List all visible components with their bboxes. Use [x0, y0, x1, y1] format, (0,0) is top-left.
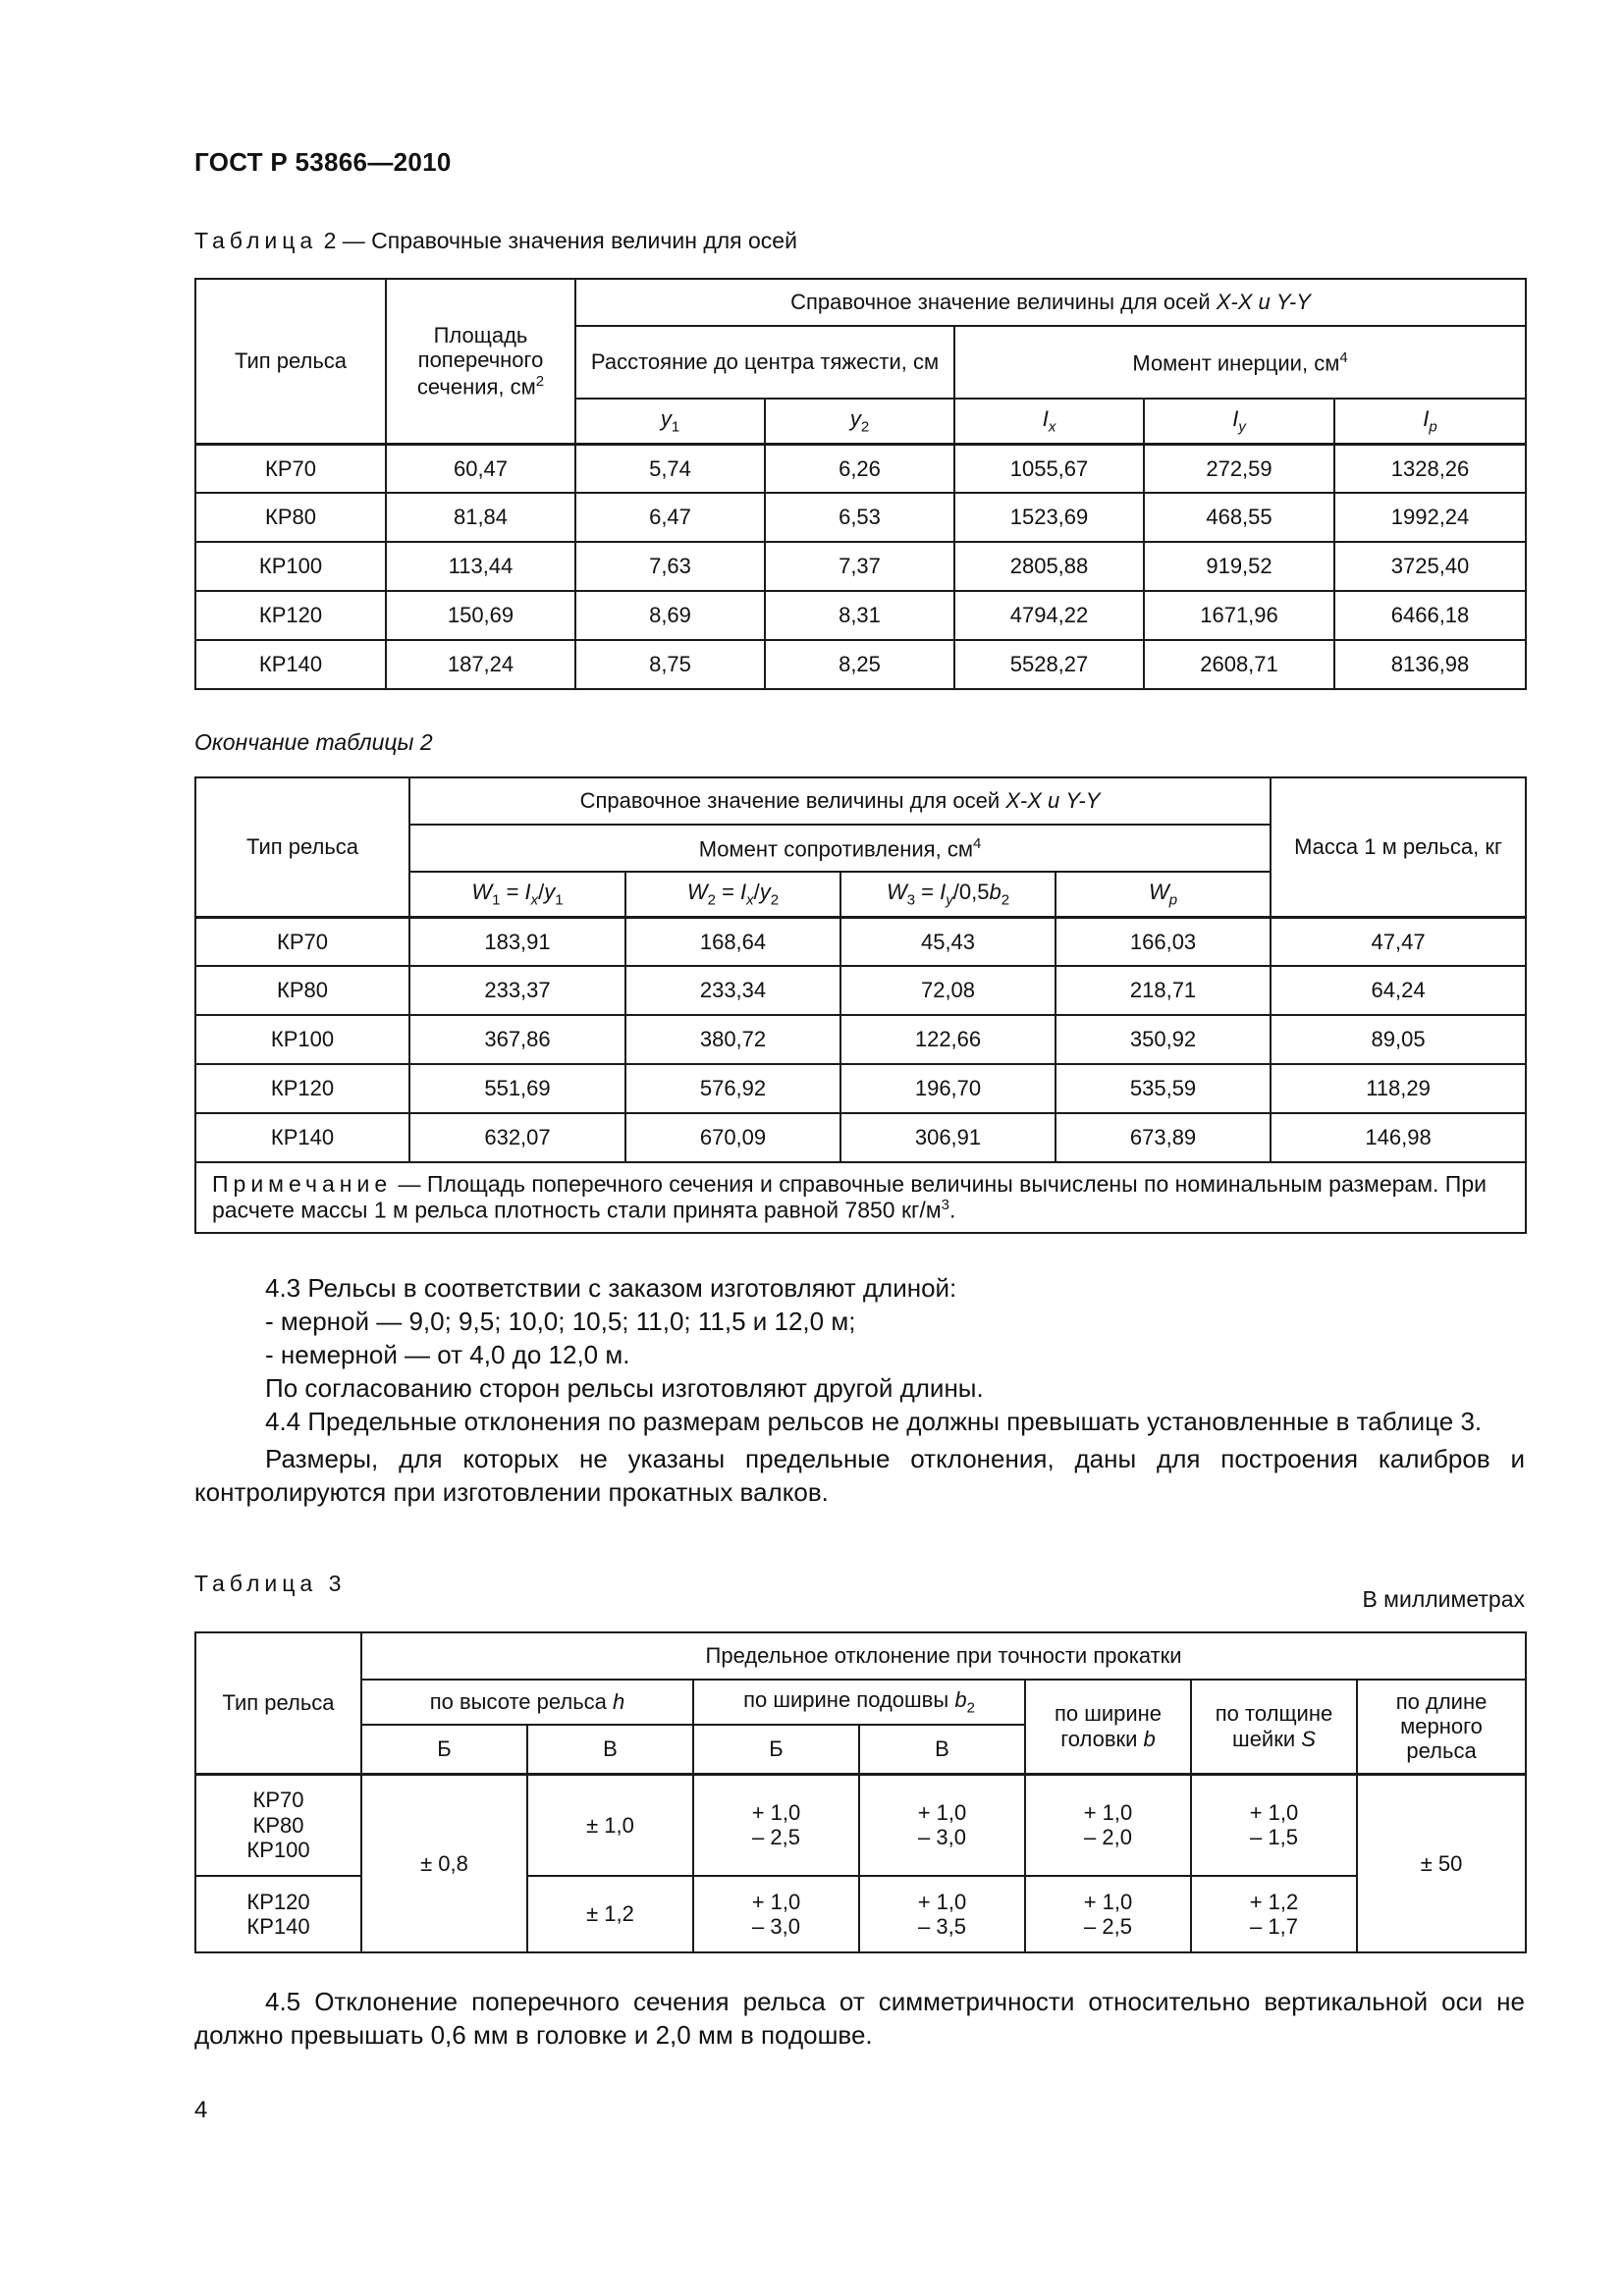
table-cell: 7,63 — [575, 542, 765, 591]
table-row — [195, 1015, 1526, 1064]
list-item: - мерной — 9,0; 9,5; 10,0; 10,5; 11,0; 11,5 и 12,0 м; — [265, 1307, 856, 1336]
table-row — [195, 591, 1526, 640]
table2-caption-text: 2 — Справочные значения величин для осей — [317, 228, 797, 253]
table-cell: 183,91 — [409, 917, 625, 966]
table-cell: КР80 — [195, 966, 409, 1015]
table-cell: 113,44 — [386, 542, 575, 591]
table-cell: 8,69 — [575, 591, 765, 640]
table3-body — [195, 1774, 1526, 1952]
table-cell: 146,98 — [1271, 1113, 1526, 1162]
table-cell: КР80 — [195, 493, 386, 542]
list-item: - немерной — от 4,0 до 12,0 м. — [265, 1340, 630, 1369]
table-cell: ± 0,8 — [361, 1774, 527, 1952]
table-cell: 89,05 — [1271, 1015, 1526, 1064]
table3 — [194, 1631, 1527, 1953]
table-cell: 47,47 — [1271, 917, 1526, 966]
table3-header-head: по ширине головки b — [1025, 1680, 1191, 1774]
table2-caption — [194, 228, 797, 254]
table-cell: 551,69 — [409, 1064, 625, 1113]
table2-header-distance: Расстояние до центра тяжести, см — [575, 326, 954, 399]
table2b-header-w2: $W_2 = I_x/y_2$ — [625, 872, 840, 917]
table-cell: 673,89 — [1056, 1113, 1271, 1162]
table-cell: 5,74 — [575, 444, 765, 493]
table-cell: 7,37 — [765, 542, 954, 591]
table-cell: 233,37 — [409, 966, 625, 1015]
table3-header-width-b: Б — [693, 1725, 859, 1774]
table2b — [194, 776, 1527, 1234]
table-cell: 72,08 — [840, 966, 1056, 1015]
table2-header-area: Площадь поперечного сечения, $см^2$ — [386, 279, 575, 444]
table-cell: 1055,67 — [954, 444, 1144, 493]
table-cell: 122,66 — [840, 1015, 1056, 1064]
table-cell: ± 1,2 — [527, 1876, 693, 1952]
table-cell: 150,69 — [386, 591, 575, 640]
table-cell: 196,70 — [840, 1064, 1056, 1113]
table-cell: 81,84 — [386, 493, 575, 542]
table-cell: 670,09 — [625, 1113, 840, 1162]
page-number: 4 — [194, 2097, 208, 2123]
table-cell: КР120 КР140 — [195, 1876, 361, 1952]
table2b-header-mass: Масса 1 м рельса, кг — [1271, 777, 1526, 917]
table2-header-y1: $y_1$ — [575, 399, 765, 444]
table-cell: КР100 — [195, 542, 386, 591]
table-note: Примечание — Площадь поперечного сечения и справочные величины вычислены по номинальным размерам. При расчете массы 1 м рельса плотность стали принята равной 7850 $кг/м^3$. — [195, 1162, 1526, 1233]
table-cell: + 1,0 – 3,0 — [693, 1876, 859, 1952]
table-cell: 118,29 — [1271, 1064, 1526, 1113]
body-section-1 — [194, 1271, 1525, 1509]
table2b-caption: Окончание таблицы 2 — [194, 729, 433, 755]
table-cell: 2608,71 — [1144, 640, 1334, 689]
table2b-header-w1: $W_1 = I_x/y_1$ — [409, 872, 625, 917]
table3-header-width: по ширине подошвы $b_2$ — [693, 1680, 1025, 1725]
table-cell: 4794,22 — [954, 591, 1144, 640]
table3-header-neck: по толщине шейки S — [1191, 1680, 1357, 1774]
table-cell: 8,31 — [765, 591, 954, 640]
table3-header-main: Предельное отклонение при точности прокатки — [361, 1632, 1526, 1680]
table-cell: 6,26 — [765, 444, 954, 493]
table-cell: КР120 — [195, 1064, 409, 1113]
table2 — [194, 278, 1527, 690]
table-cell: 3725,40 — [1334, 542, 1526, 591]
table2b-header-wp: $W_p$ — [1056, 872, 1271, 917]
table3-header-width-v: В — [859, 1725, 1025, 1774]
table3-header-height: по высоте рельса h — [361, 1680, 693, 1725]
table-cell: 367,86 — [409, 1015, 625, 1064]
note-label: Примечание — [212, 1171, 393, 1197]
table2b-header-w3: $W_3 = I_y/0,5b_2$ — [840, 872, 1056, 917]
paragraph: По согласованию сторон рельсы изготовляют другой длины. — [265, 1373, 984, 1403]
table-cell: 272,59 — [1144, 444, 1334, 493]
table3-caption: Таблица 3 — [194, 1571, 347, 1596]
table-cell: + 1,2 – 1,7 — [1191, 1876, 1357, 1952]
table-row — [195, 444, 1526, 493]
table2b-body — [195, 917, 1526, 1233]
table-row — [195, 1113, 1526, 1162]
table2-header-type: Тип рельса — [195, 279, 386, 444]
table-row — [195, 917, 1526, 966]
table-cell: 380,72 — [625, 1015, 840, 1064]
table2-header-moment: Момент инерции, $см^4$ — [954, 326, 1526, 399]
table-cell: 535,59 — [1056, 1064, 1271, 1113]
table2-header-ip: $I_p$ — [1334, 399, 1526, 444]
table-cell: + 1,0 – 3,0 — [859, 1774, 1025, 1876]
paragraph: Размеры, для которых не указаны предельные отклонения, даны для построения калибров и контролируются при изготовлении прокатных валков. — [194, 1444, 1525, 1507]
table-row — [195, 1774, 1526, 1876]
table-cell: 166,03 — [1056, 917, 1271, 966]
table2-header-ix: $I_x$ — [954, 399, 1144, 444]
table-cell: 8,75 — [575, 640, 765, 689]
document-code: ГОСТ Р 53866—2010 — [194, 147, 452, 177]
table-cell: 64,24 — [1271, 966, 1526, 1015]
table-cell: 60,47 — [386, 444, 575, 493]
table-cell: ± 50 — [1357, 1774, 1526, 1952]
body-section-2 — [194, 1985, 1525, 2052]
table-cell: 233,34 — [625, 966, 840, 1015]
table-cell: 1328,26 — [1334, 444, 1526, 493]
table-cell: + 1,0 – 2,5 — [693, 1774, 859, 1876]
table-cell: КР100 — [195, 1015, 409, 1064]
table-cell: 919,52 — [1144, 542, 1334, 591]
table-row — [195, 493, 1526, 542]
table2-header-iy: $I_y$ — [1144, 399, 1334, 444]
table-cell: 1992,24 — [1334, 493, 1526, 542]
table-cell: 632,07 — [409, 1113, 625, 1162]
table2b-header-type: Тип рельса — [195, 777, 409, 917]
table-cell: + 1,0 – 2,0 — [1025, 1774, 1191, 1876]
table-row — [195, 1064, 1526, 1113]
table-cell: 5528,27 — [954, 640, 1144, 689]
table3-units: В миллиметрах — [1362, 1586, 1525, 1612]
table2-caption-word: Таблица — [194, 228, 318, 253]
table-cell: 2805,88 — [954, 542, 1144, 591]
table-cell: КР70 — [195, 917, 409, 966]
table-cell: КР140 — [195, 1113, 409, 1162]
table-note-row — [195, 1162, 1526, 1233]
table-row — [195, 542, 1526, 591]
table-cell: 1523,69 — [954, 493, 1144, 542]
table2-header-reference: Справочное значение величины для осей X-X и Y-Y — [575, 279, 1526, 326]
table3-header-height-v: В — [527, 1725, 693, 1774]
table-cell: КР120 — [195, 591, 386, 640]
table3-header-length: по длине мерного рельса — [1357, 1680, 1526, 1774]
table-row — [195, 640, 1526, 689]
table-cell: КР70 — [195, 444, 386, 493]
table2-body — [195, 444, 1526, 689]
paragraph: 4.5 Отклонение поперечного сечения рельса от симметричности относительно вертикальной оси не должно превышать 0,6 мм в головке и 2,0 мм в подошве. — [194, 1987, 1525, 2050]
table-cell: 6,47 — [575, 493, 765, 542]
table2b-header-resistance: Момент сопротивления, $см^4$ — [409, 825, 1271, 872]
table-cell: 168,64 — [625, 917, 840, 966]
table-cell: 45,43 — [840, 917, 1056, 966]
table-cell: 8136,98 — [1334, 640, 1526, 689]
table3-header-height-b: Б — [361, 1725, 527, 1774]
table-cell: 306,91 — [840, 1113, 1056, 1162]
table-cell: КР70 КР80 КР100 — [195, 1774, 361, 1876]
table-cell: КР140 — [195, 640, 386, 689]
table-cell: 576,92 — [625, 1064, 840, 1113]
paragraph: 4.3 Рельсы в соответствии с заказом изготовляют длиной: — [265, 1273, 957, 1303]
paragraph: 4.4 Предельные отклонения по размерам рельсов не должны превышать установленные в таблице 3. — [265, 1407, 1483, 1436]
table-cell: ± 1,0 — [527, 1774, 693, 1876]
table3-header-type: Тип рельса — [195, 1632, 361, 1774]
table-cell: + 1,0 – 3,5 — [859, 1876, 1025, 1952]
table2-header-y2: $y_2$ — [765, 399, 954, 444]
table-cell: 1671,96 — [1144, 591, 1334, 640]
table-row — [195, 966, 1526, 1015]
table-cell: 6466,18 — [1334, 591, 1526, 640]
table-cell: + 1,0 – 2,5 — [1025, 1876, 1191, 1952]
table2b-header-reference: Справочное значение величины для осей X-X и Y-Y — [409, 777, 1271, 825]
table-cell: + 1,0 – 1,5 — [1191, 1774, 1357, 1876]
table-cell: 187,24 — [386, 640, 575, 689]
table-cell: 6,53 — [765, 493, 954, 542]
table-cell: 218,71 — [1056, 966, 1271, 1015]
table-cell: 8,25 — [765, 640, 954, 689]
table-cell: 350,92 — [1056, 1015, 1271, 1064]
table-cell: 468,55 — [1144, 493, 1334, 542]
